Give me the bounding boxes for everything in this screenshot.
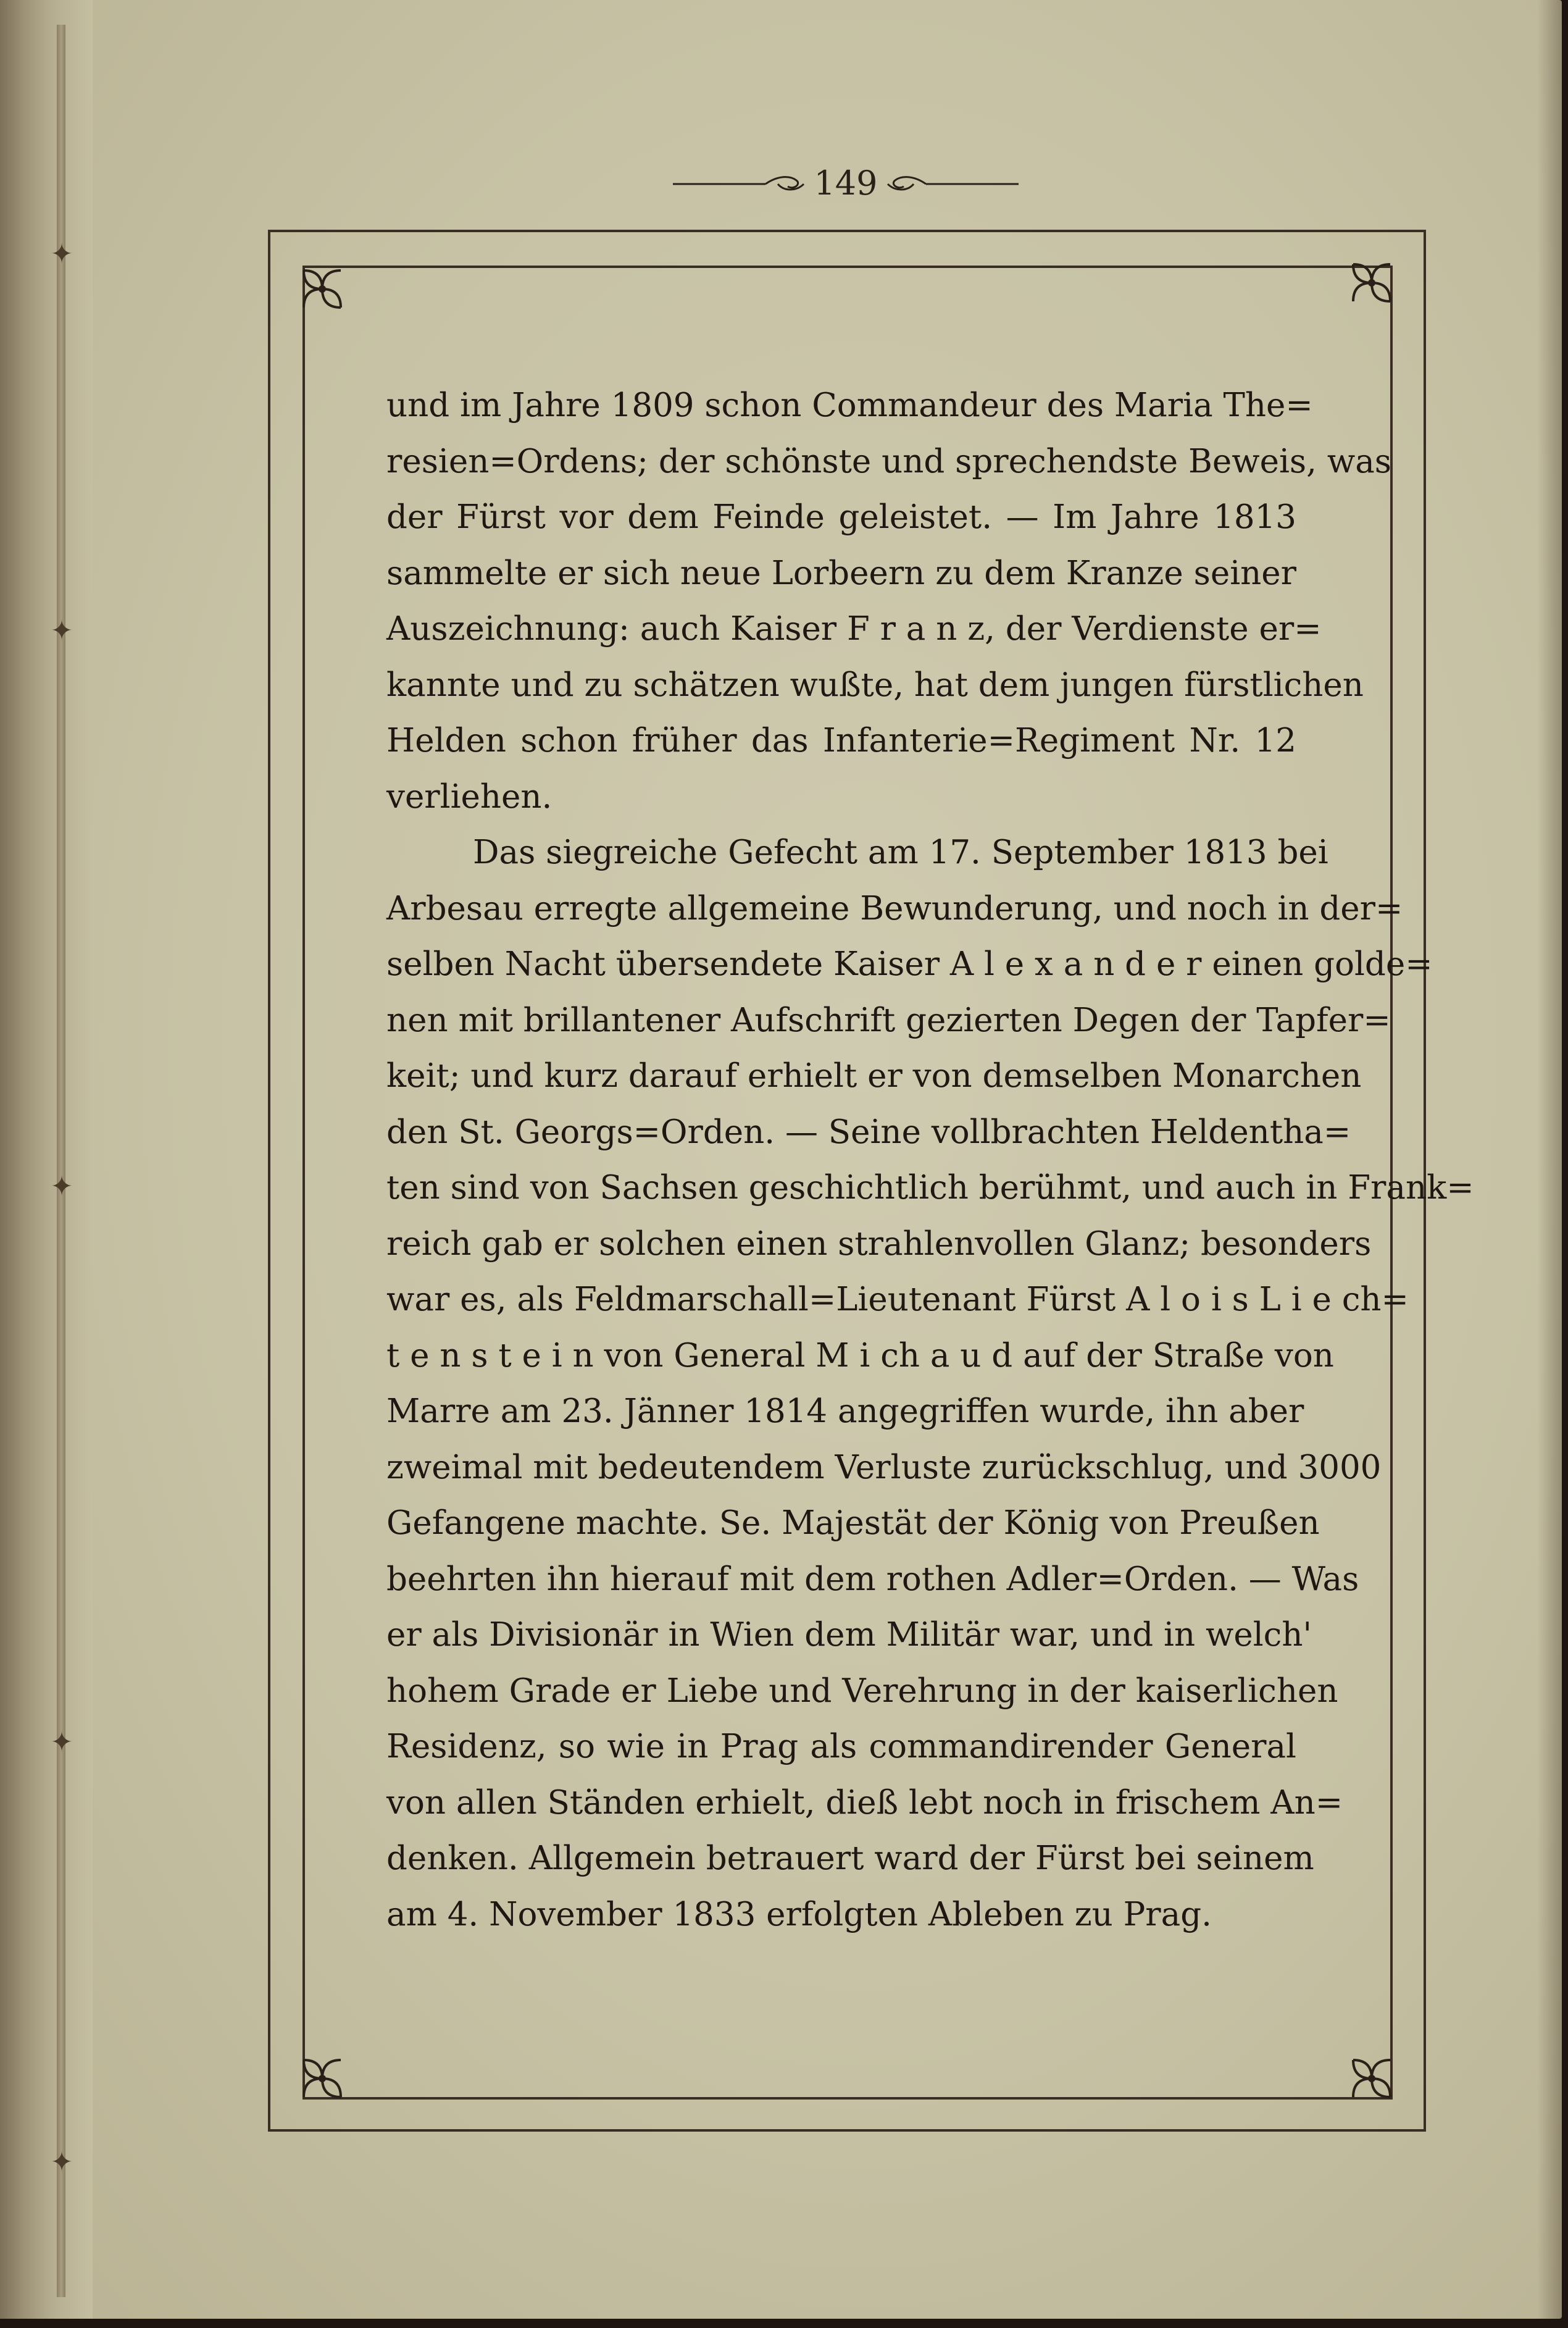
page-number: 149 xyxy=(814,164,878,203)
corner-ornament-icon xyxy=(298,264,347,314)
text-line: reich gab er solchen einen strahlenvollen Glanz; besonders xyxy=(386,1225,1372,1263)
book-spine xyxy=(0,0,93,2319)
text-line: Gefangene machte. Se. Majestät der König von Preußen xyxy=(386,1504,1320,1542)
text-line: denken. Allgemein betrauert ward der Fürst bei seinem xyxy=(386,1840,1314,1877)
text-line: kannte und zu schätzen wußte, hat dem jungen fürstlichen xyxy=(386,666,1364,704)
binding-stitch: ✦ xyxy=(50,2146,73,2178)
text-line: ten sind von Sachsen geschichtlich berühmt, und auch in Frank= xyxy=(386,1169,1474,1207)
text-line: nen mit brillantener Aufschrift gezierten Degen der Tapfer= xyxy=(386,1001,1391,1039)
text-line: Arbesau erregte allgemeine Bewunderung, und noch in der= xyxy=(386,889,1403,927)
text-line: Residenz, so wie in Prag als commandirender General xyxy=(386,1728,1296,1765)
text-line: t e n s t e i n von General M i ch a u d auf der Straße von xyxy=(386,1336,1334,1375)
text-line: beehrten ihn hierauf mit dem rothen Adler=Orden. — Was xyxy=(386,1560,1359,1598)
text-line: und im Jahre 1809 schon Commandeur des Maria The= xyxy=(386,387,1313,424)
binding-stitch: ✦ xyxy=(50,1171,73,1202)
text-line: der Fürst vor dem Feinde geleistet. — Im Jahre 1813 xyxy=(386,498,1296,536)
text-line: Marre am 23. Jänner 1814 angegriffen wurde, ihn aber xyxy=(386,1392,1304,1430)
text-line: sammelte er sich neue Lorbeern zu dem Kranze seiner xyxy=(386,554,1296,592)
text-line: Auszeichnung: auch Kaiser F r a n z, der Verdienste er= xyxy=(386,610,1322,648)
page-header xyxy=(673,162,1019,205)
text-line: Helden schon früher das Infanterie=Regiment Nr. 12 xyxy=(386,722,1296,760)
text-line: zweimal mit bedeutendem Verluste zurückschlug, und 3000 xyxy=(386,1448,1382,1486)
text-line: verliehen. xyxy=(386,777,553,816)
binding-stitch: ✦ xyxy=(50,615,73,647)
text-line: keit; und kurz darauf erhielt er von demselben Monarchen xyxy=(386,1057,1362,1095)
corner-ornament-icon xyxy=(1347,258,1396,308)
text-line: selben Nacht übersendete Kaiser A l e x a n d e r einen golde= xyxy=(386,945,1433,983)
text-line: am 4. November 1833 erfolgten Ableben zu Prag. xyxy=(386,1895,1212,1933)
text-line: von allen Ständen erhielt, dieß lebt noch in frischem An= xyxy=(386,1783,1343,1822)
text-line: er als Divisionär in Wien dem Militär war, und in welch' xyxy=(386,1616,1312,1654)
body-text xyxy=(386,378,1474,1943)
binding-stitch: ✦ xyxy=(50,238,73,270)
text-line: hohem Grade er Liebe und Verehrung in der kaiserlichen xyxy=(386,1672,1338,1710)
text-line: Das siegreiche Gefecht am 17. September 1813 bei xyxy=(473,834,1328,871)
text-line: resien=Ordens; der schönste und sprechendste Beweis, was xyxy=(386,442,1391,480)
corner-ornament-icon xyxy=(1347,2054,1396,2103)
binding-thread xyxy=(57,25,65,2297)
text-line: war es, als Feldmarschall=Lieutenant Fürst A l o i s L i e ch= xyxy=(386,1281,1409,1318)
page-edge-shadow xyxy=(1537,0,1562,2319)
binding-stitch: ✦ xyxy=(50,1727,73,1758)
text-line: den St. Georgs=Orden. — Seine vollbrachten Heldentha= xyxy=(386,1113,1351,1151)
corner-ornament-icon xyxy=(298,2054,347,2103)
